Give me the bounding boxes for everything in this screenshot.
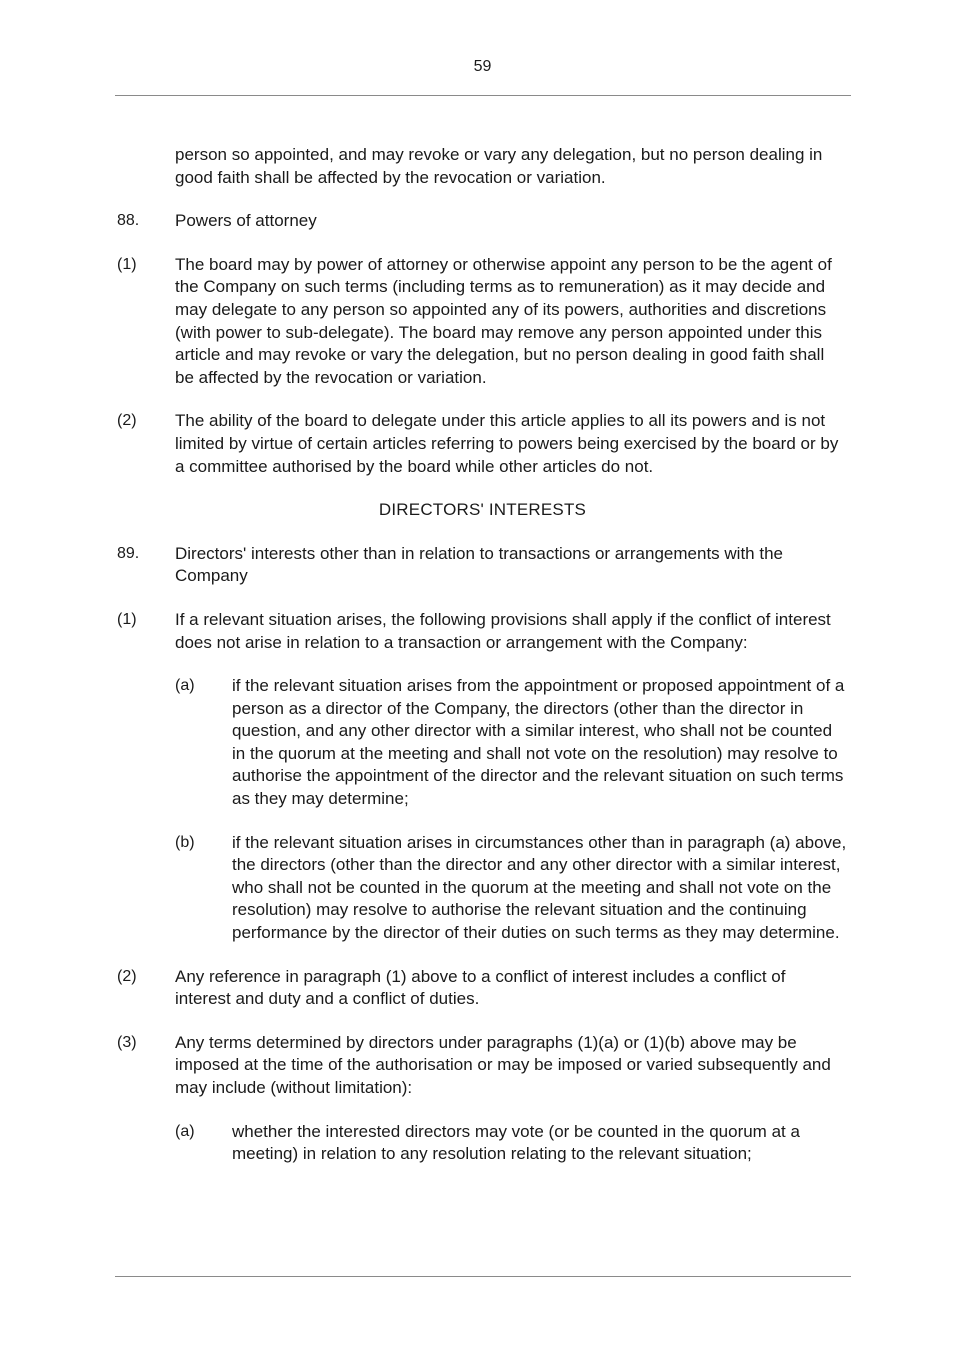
paragraph-text: Any terms determined by directors under paragraphs (1)(a) or (1)(b) above may be imposed at the time of the authorisation or may be imposed or varied subsequently and may include (without limitation): (175, 1032, 831, 1097)
paragraph-number: (1) (117, 610, 137, 628)
article-89-paragraph-1 (0, 609, 965, 654)
item-letter: (a) (175, 1122, 195, 1140)
article-89-paragraph-1-item-b (0, 832, 965, 945)
footer-divider (115, 1276, 851, 1277)
paragraph-number: (3) (117, 1033, 137, 1051)
article-89-heading (0, 543, 965, 588)
article-number: 88. (117, 212, 140, 230)
article-title: Directors' interests other than in relation to transactions or arrangements with the Company (175, 543, 783, 586)
document-body (0, 144, 965, 1166)
paragraph-text: Any reference in paragraph (1) above to a conflict of interest includes a conflict of interest and duty and a conflict of duties. (175, 966, 786, 1009)
paragraph-text: The ability of the board to delegate under this article applies to all its powers and is not limited by virtue of certain articles referring to powers being exercised by the board or by a committee authorised by the board while other articles do not. (175, 411, 839, 476)
item-text: whether the interested directors may vote (or be counted in the quorum at a meeting) in relation to any resolution relating to the relevant situation; (232, 1121, 800, 1164)
article-title: Powers of attorney (175, 211, 317, 231)
article-89-paragraph-2 (0, 966, 965, 1011)
article-89-paragraph-3-item-a (0, 1121, 965, 1166)
header-divider (115, 95, 851, 96)
article-88-heading (0, 210, 965, 233)
article-88-paragraph-2 (0, 410, 965, 478)
item-text: if the relevant situation arises in circumstances other than in paragraph (a) above, the directors (other than the director and any other director with a similar interest, who shall not be counted in the quorum at the meeting and shall not vote on the resolution) may resolve to authorise the relevant situation and the continuing performance by the director of their duties on such terms as they may determine. (232, 832, 847, 943)
item-letter: (b) (175, 833, 195, 851)
paragraph-number: (2) (117, 412, 137, 430)
paragraph-number: (1) (117, 255, 137, 273)
paragraph-text: The board may by power of attorney or otherwise appoint any person to be the agent of the Company on such terms (including terms as to remuneration) as it may decide and may delegate to any person so appointed any of its powers, authorities and discretions (with power to sub-delegate). The board may remove any person appointed under this article and may revoke or vary the delegation, but no person dealing in good faith shall be affected by the revocation or variation. (175, 254, 832, 387)
paragraph-text: If a relevant situation arises, the following provisions shall apply if the conflict of interest does not arise in relation to a transaction or arrangement with the Company: (175, 609, 831, 652)
page-number: 59 (473, 58, 492, 75)
continuation-paragraph: person so appointed, and may revoke or vary any delegation, but no person dealing in good faith shall be affected by the revocation or variation. (175, 145, 823, 187)
article-89-paragraph-1-item-a (0, 675, 965, 811)
article-89-paragraph-3 (0, 1032, 965, 1100)
section-heading: DIRECTORS' INTERESTS (378, 500, 587, 520)
article-number: 89. (117, 544, 140, 562)
paragraph-number: (2) (117, 967, 137, 985)
article-88-paragraph-1 (0, 254, 965, 390)
item-text: if the relevant situation arises from the appointment or proposed appointment of a person as a director of the Company, the directors (other than the director in question, and any other director with a similar interest, who shall not be counted in the quorum at the meeting and shall not vote on the resolution) may resolve to authorise the appointment of the director and the relevant situation on such terms as they may determine; (232, 676, 845, 809)
item-letter: (a) (175, 677, 195, 695)
